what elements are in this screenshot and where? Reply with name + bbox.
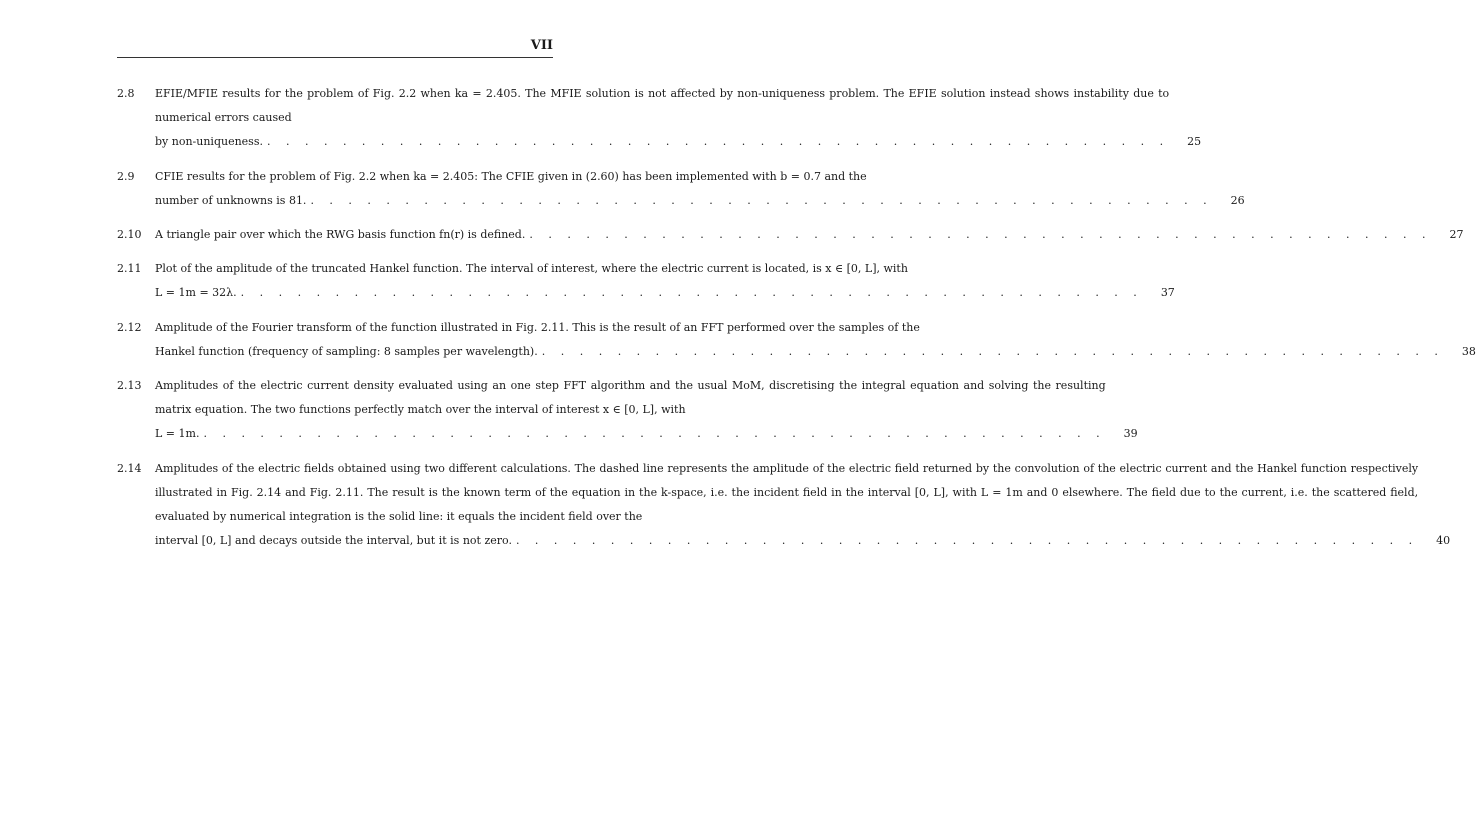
leader-dots [241,281,1143,305]
list-item[interactable] [117,316,1476,364]
page-number-header: VII [530,38,553,53]
leader-dots [310,189,1212,213]
header-rule [117,57,553,58]
caption-text: Amplitude of the Fourier transform of the function illustrated in Fig. 2.11. This is the result of an FFT performed over the samples of the [155,320,920,334]
figure-number: 2.10 [117,228,142,242]
caption-text: Amplitudes of the electric current density evaluated using an one step FFT algorithm and the usual MoM, discretising the integral equation and solving the resulting matrix equation. The two functions perfectly match over the interval of interest x ∈ [0, L], with [155,379,1106,417]
page-ref[interactable]: 25 [1187,135,1202,149]
figure-caption [155,257,1147,305]
leader-dots [529,223,1431,247]
figure-number: 2.9 [117,169,135,183]
caption-last-line: by non-uniqueness. [155,135,263,149]
list-item[interactable] [117,257,1175,305]
page-ref[interactable]: 26 [1230,193,1245,207]
page-ref[interactable]: 40 [1436,534,1451,548]
figure-number: 2.14 [117,461,142,475]
figure-number: 2.12 [117,320,142,334]
caption-last-line: number of unknowns is 81. [155,193,307,207]
list-item[interactable] [117,457,1451,554]
caption-last-line: interval [0, L] and decays outside the interval, but it is not zero. [155,534,512,548]
page-ref[interactable]: 39 [1123,427,1138,441]
page-ref[interactable]: 38 [1461,344,1476,358]
leader-dots [516,529,1418,553]
leader-dots [203,422,1105,446]
figure-number: 2.8 [117,87,135,100]
caption-last-line: A triangle pair over which the RWG basis function fn(r) is defined. [155,228,526,242]
caption-last-line: L = 1m. [155,427,200,441]
list-item[interactable] [117,223,1464,247]
caption-last-line: Hankel function (frequency of sampling: 8 samples per wavelength). [155,344,538,358]
caption-text: Amplitudes of the electric fields obtained using two different calculations. The dashed line represents the amplitude of the electric field returned by the convolution of the electric current and the Hankel function respectively illustrated in Fig. 2.14 and Fig. 2.11. The result is the known term of the equation in the k-space, i.e. the incident field in the interval [0, L], with L = 1m and 0 elsewhere. The field due to the current, i.e. the scattered field, evaluated by numerical integration is the solid line: it equals the incident field over the [155,461,1419,524]
figure-caption [155,223,1436,247]
figure-caption [155,82,1173,155]
caption-last-line: L = 1m = 32λ. [155,286,237,300]
list-of-figures [117,82,1476,563]
caption-text: Plot of the amplitude of the truncated Hankel function. The interval of interest, where the electric current is located, is x ∈ [0, L], with [155,262,908,276]
figure-caption [155,457,1422,554]
figure-number: 2.11 [117,262,142,276]
leader-dots [267,130,1169,154]
page-ref[interactable]: 37 [1160,286,1175,300]
figure-number: 2.13 [117,379,142,393]
list-item[interactable] [117,82,1202,155]
caption-text: CFIE results for the problem of Fig. 2.2 when ka = 2.405: The CFIE given in (2.60) has been implemented with b = 0.7 and the [155,169,867,183]
list-item[interactable] [117,374,1138,447]
caption-text: EFIE/MFIE results for the problem of Fig. 2.2 when ka = 2.405. The MFIE solution is not affected by non-uniqueness problem. The EFIE solution instead shows instability due to numerical errors caused [155,87,1170,125]
figure-caption [155,374,1110,447]
figure-caption [155,165,1217,213]
leader-dots [542,340,1444,364]
page-ref[interactable]: 27 [1449,228,1464,242]
list-item[interactable] [117,165,1245,213]
figure-caption [155,316,1448,364]
